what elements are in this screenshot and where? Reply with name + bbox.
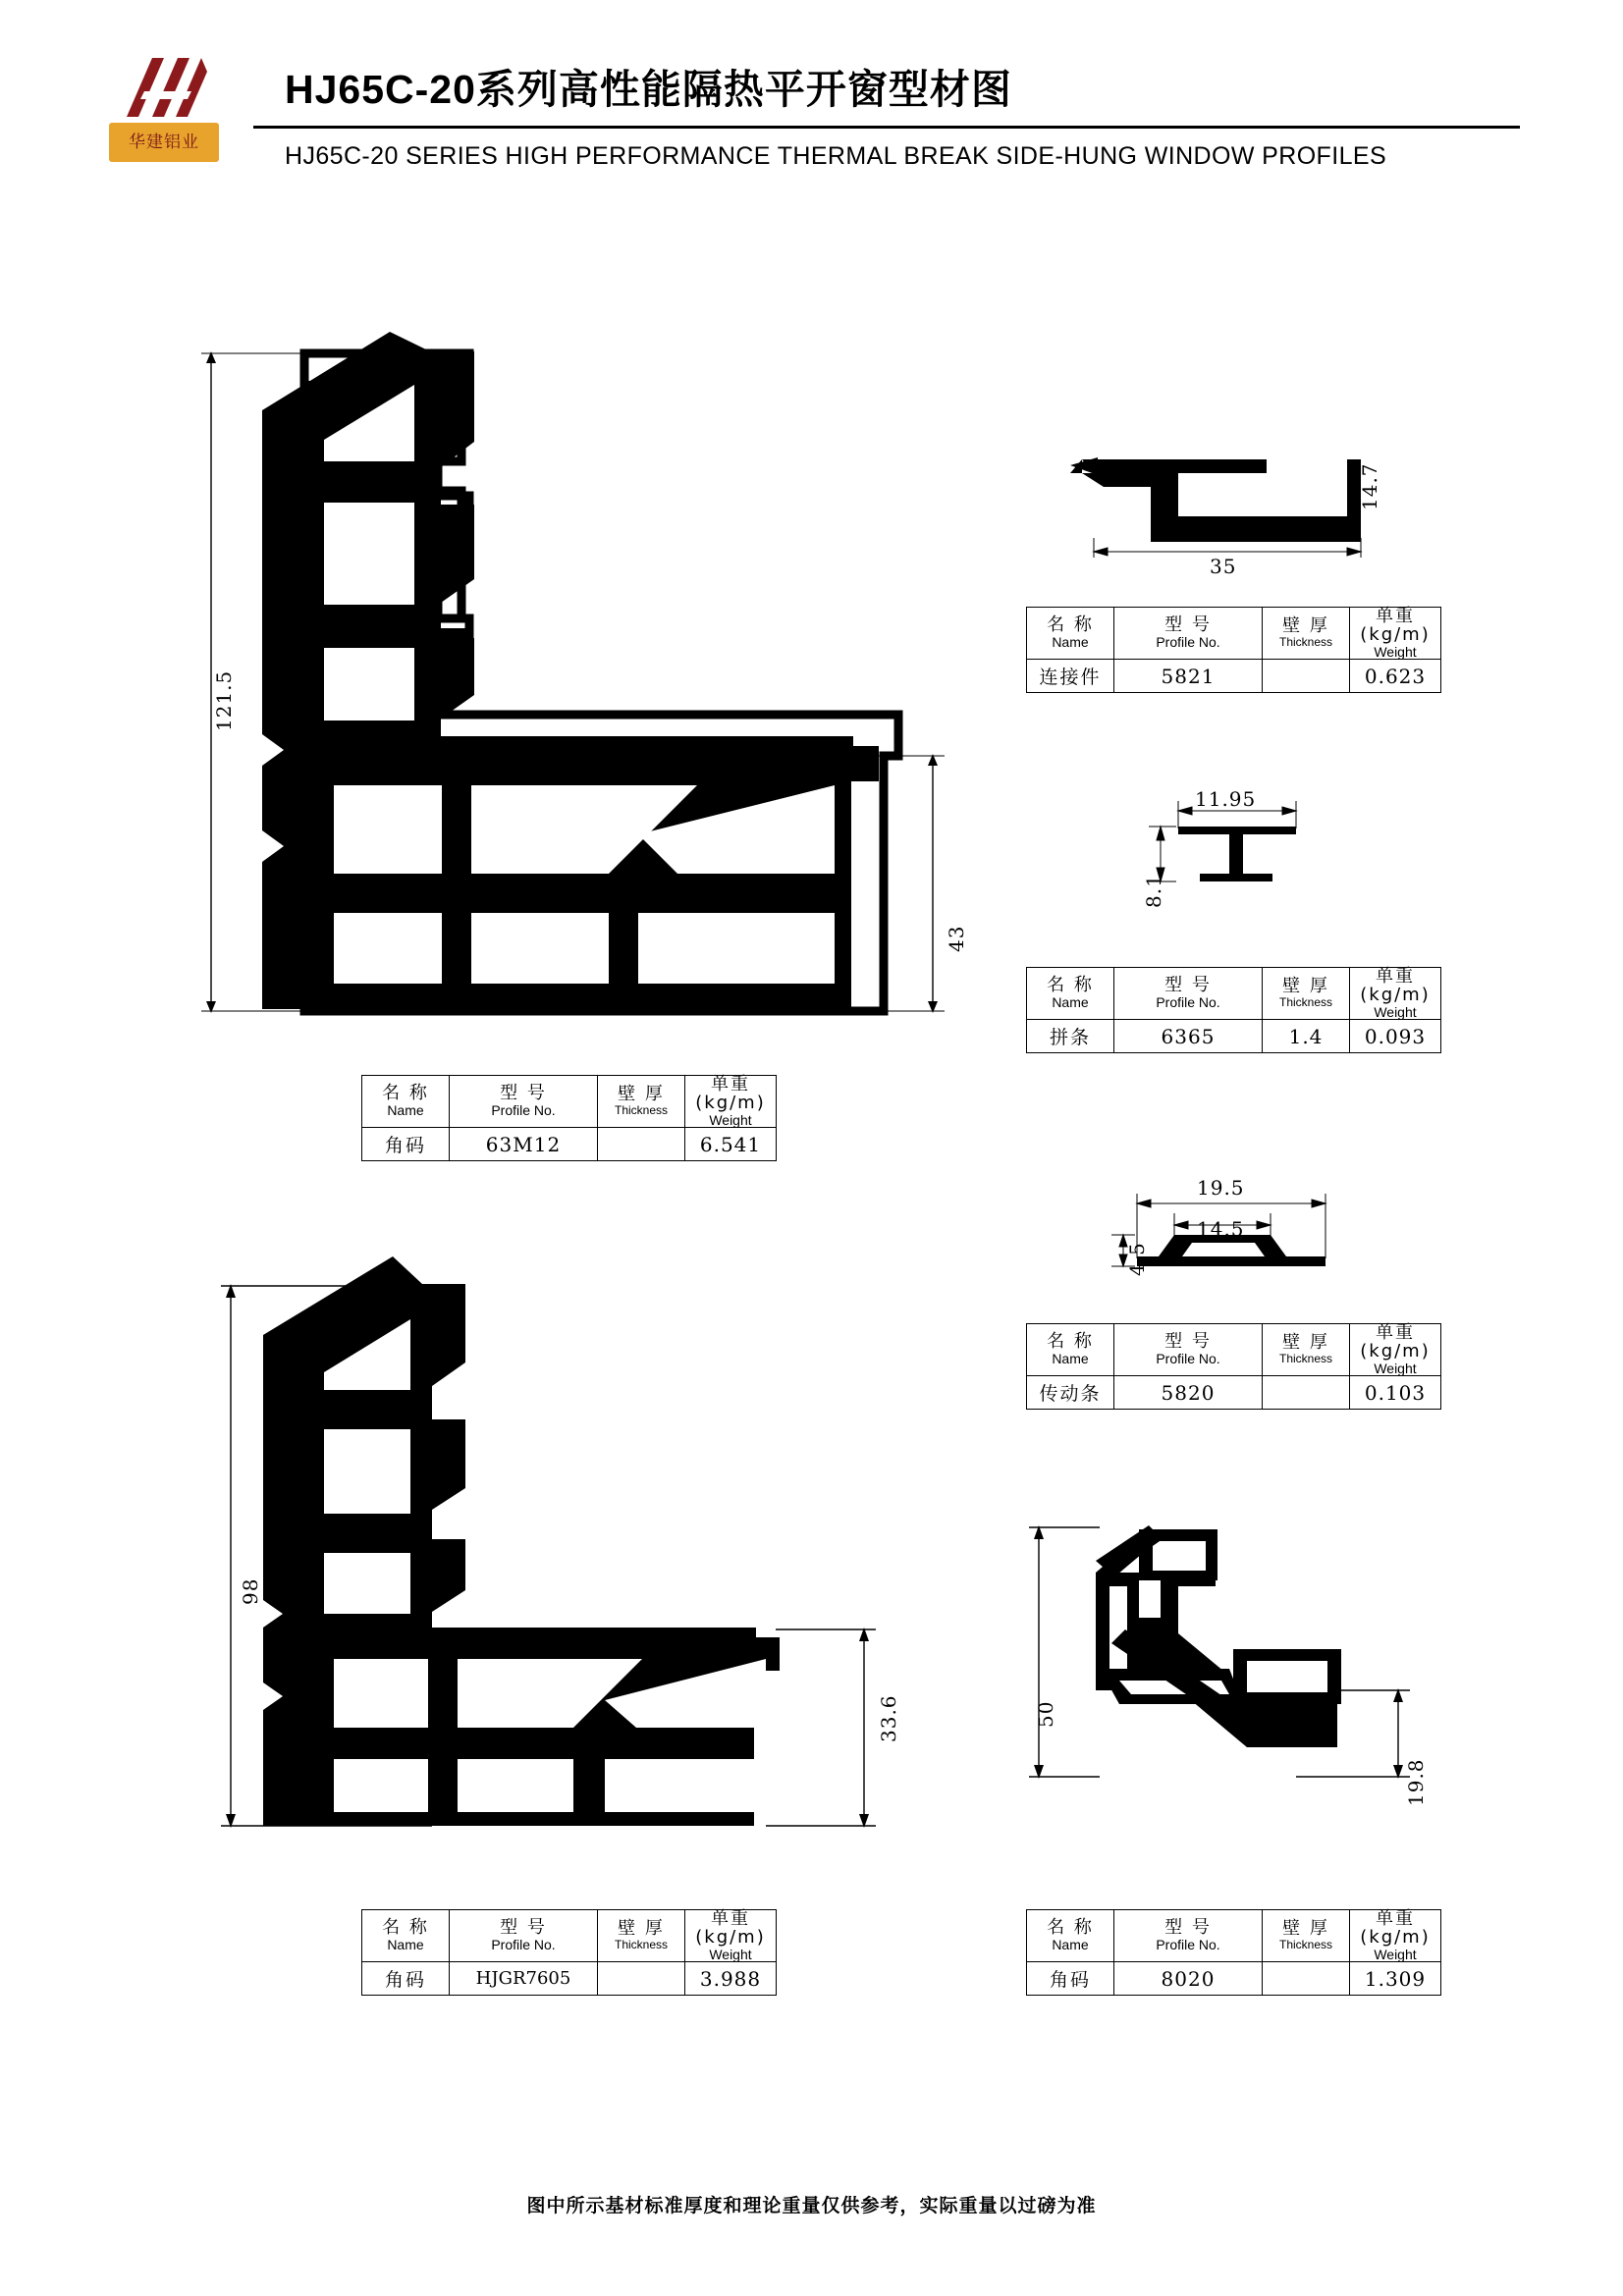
title-divider bbox=[253, 126, 1520, 129]
table-row bbox=[1027, 660, 1441, 693]
footer-note: 图中所示基材标准厚度和理论重量仅供参考，实际重量以过磅为准 bbox=[526, 2195, 1097, 2216]
th-name bbox=[1027, 1910, 1114, 1962]
th-name bbox=[362, 1076, 450, 1128]
page-header bbox=[0, 0, 1623, 211]
th-weight-en: Weight bbox=[1374, 643, 1417, 660]
dim-19_5-label: 19.5 bbox=[1197, 1176, 1245, 1200]
th-thickness-en: Thickness bbox=[614, 1938, 669, 1952]
th-weight-en: Weight bbox=[1374, 1003, 1417, 1020]
th-model-en: Profile No. bbox=[1156, 994, 1220, 1011]
th-weight bbox=[1350, 1910, 1441, 1962]
figure-corner-8020 bbox=[1001, 1512, 1463, 1836]
td-model: 5821 bbox=[1114, 660, 1263, 693]
th-thickness bbox=[598, 1910, 685, 1962]
th-name-en: Name bbox=[387, 1102, 424, 1119]
td-model: 63M12 bbox=[450, 1128, 598, 1161]
td-model: 8020 bbox=[1114, 1962, 1263, 1996]
td-weight: 6.541 bbox=[685, 1128, 777, 1161]
th-model-cn: 型 号 bbox=[500, 1917, 547, 1939]
logo-wordmark bbox=[109, 123, 219, 162]
th-name bbox=[1027, 1324, 1114, 1376]
th-name-cn: 名 称 bbox=[1047, 1331, 1094, 1353]
th-weight-en: Weight bbox=[1374, 1360, 1417, 1376]
spec-table-8020 bbox=[1026, 1909, 1441, 1996]
th-weight bbox=[1350, 1324, 1441, 1376]
td-thickness: 1.4 bbox=[1263, 1020, 1350, 1053]
th-model-cn: 型 号 bbox=[500, 1083, 547, 1104]
td-thickness bbox=[598, 1128, 685, 1161]
th-model-en: Profile No. bbox=[491, 1937, 556, 1953]
td-name: 连接件 bbox=[1027, 660, 1114, 693]
th-model bbox=[450, 1910, 598, 1962]
th-weight bbox=[1350, 608, 1441, 660]
th-model bbox=[1114, 1910, 1263, 1962]
th-model-en: Profile No. bbox=[1156, 634, 1220, 651]
table-row bbox=[362, 1128, 777, 1161]
th-thickness bbox=[1263, 608, 1350, 660]
td-thickness bbox=[1263, 1376, 1350, 1410]
table-row bbox=[362, 1962, 777, 1996]
dim-43-label: 43 bbox=[945, 925, 968, 952]
th-weight bbox=[1350, 968, 1441, 1020]
th-model bbox=[1114, 1324, 1263, 1376]
th-thickness-cn: 壁 厚 bbox=[618, 1084, 665, 1105]
th-model-cn: 型 号 bbox=[1164, 975, 1212, 996]
td-name: 拼条 bbox=[1027, 1020, 1114, 1053]
th-thickness-cn: 壁 厚 bbox=[1282, 976, 1329, 997]
spec-table-63M12 bbox=[361, 1075, 777, 1161]
th-name-en: Name bbox=[387, 1937, 424, 1953]
td-model: HJGR7605 bbox=[450, 1962, 598, 1996]
th-weight-cn: 单重(kg/m) bbox=[695, 1908, 766, 1948]
th-weight-cn: 单重(kg/m) bbox=[1360, 1908, 1431, 1948]
td-thickness bbox=[598, 1962, 685, 1996]
dim-98-label: 98 bbox=[239, 1577, 262, 1605]
logo-wordmark-text: 华建铝业 bbox=[129, 133, 199, 152]
dim-4_5-label: 4.5 bbox=[1125, 1242, 1149, 1276]
th-model-en: Profile No. bbox=[1156, 1351, 1220, 1367]
th-model-en: Profile No. bbox=[491, 1102, 556, 1119]
th-name-cn: 名 称 bbox=[1047, 614, 1094, 636]
th-model bbox=[450, 1076, 598, 1128]
spec-table-5821 bbox=[1026, 607, 1441, 693]
th-model-cn: 型 号 bbox=[1164, 1917, 1212, 1939]
th-name bbox=[362, 1910, 450, 1962]
td-weight: 0.093 bbox=[1350, 1020, 1441, 1053]
td-weight: 0.623 bbox=[1350, 660, 1441, 693]
th-model-en: Profile No. bbox=[1156, 1937, 1220, 1953]
page-title-series: HJ65C-20 bbox=[285, 67, 476, 112]
table-row bbox=[1027, 1020, 1441, 1053]
th-name bbox=[1027, 968, 1114, 1020]
th-thickness-cn: 壁 厚 bbox=[618, 1918, 665, 1940]
th-name-en: Name bbox=[1052, 634, 1089, 651]
figure-corner-HJGR7605 bbox=[177, 1256, 982, 1895]
th-thickness-cn: 壁 厚 bbox=[1282, 1332, 1329, 1354]
th-thickness-en: Thickness bbox=[614, 1103, 669, 1118]
dim-14_7-label: 14.7 bbox=[1358, 462, 1381, 510]
th-weight-cn: 单重(kg/m) bbox=[1360, 606, 1431, 645]
company-logo bbox=[103, 54, 226, 167]
td-thickness bbox=[1263, 1962, 1350, 1996]
th-weight-en: Weight bbox=[1374, 1946, 1417, 1962]
td-thickness bbox=[1263, 660, 1350, 693]
th-thickness-en: Thickness bbox=[1278, 1352, 1333, 1366]
th-weight bbox=[685, 1910, 777, 1962]
td-name: 传动条 bbox=[1027, 1376, 1114, 1410]
dim-33_6-label: 33.6 bbox=[877, 1694, 900, 1742]
th-weight-cn: 单重(kg/m) bbox=[695, 1074, 766, 1113]
td-weight: 3.988 bbox=[685, 1962, 777, 1996]
th-name-en: Name bbox=[1052, 1937, 1089, 1953]
dim-19_8-label: 19.8 bbox=[1404, 1758, 1428, 1806]
table-row bbox=[1027, 1962, 1441, 1996]
td-name: 角码 bbox=[362, 1128, 450, 1161]
spec-table-6365 bbox=[1026, 967, 1441, 1053]
th-thickness bbox=[1263, 1910, 1350, 1962]
th-name-cn: 名 称 bbox=[382, 1917, 429, 1939]
td-model: 5820 bbox=[1114, 1376, 1263, 1410]
spec-table-HJGR7605 bbox=[361, 1909, 777, 1996]
th-thickness-en: Thickness bbox=[1278, 1938, 1333, 1952]
th-name bbox=[1027, 608, 1114, 660]
th-thickness bbox=[598, 1076, 685, 1128]
th-weight-en: Weight bbox=[709, 1111, 752, 1128]
th-weight-cn: 单重(kg/m) bbox=[1360, 966, 1431, 1005]
td-name: 角码 bbox=[1027, 1962, 1114, 1996]
dim-35-label: 35 bbox=[1210, 555, 1237, 578]
page-title-en: HJ65C-20 SERIES HIGH PERFORMANCE THERMAL BREAK SIDE-HUNG WINDOW PROFILES bbox=[285, 142, 1387, 170]
th-thickness bbox=[1263, 968, 1350, 1020]
th-name-en: Name bbox=[1052, 994, 1089, 1011]
td-weight: 0.103 bbox=[1350, 1376, 1441, 1410]
figure-connector-5821 bbox=[1070, 432, 1384, 569]
logo-mark-icon bbox=[119, 54, 209, 121]
th-weight-cn: 单重(kg/m) bbox=[1360, 1322, 1431, 1362]
spec-table-5820 bbox=[1026, 1323, 1441, 1410]
dim-11_95-label: 11.95 bbox=[1195, 787, 1257, 811]
th-thickness-cn: 壁 厚 bbox=[1282, 1918, 1329, 1940]
dim-8_1-label: 8.1 bbox=[1142, 874, 1165, 908]
th-name-cn: 名 称 bbox=[1047, 975, 1094, 996]
th-model-cn: 型 号 bbox=[1164, 1331, 1212, 1353]
th-thickness-en: Thickness bbox=[1278, 635, 1333, 650]
th-thickness bbox=[1263, 1324, 1350, 1376]
page-title-cn-text: 系列高性能隔热平开窗型材图 bbox=[475, 66, 1012, 113]
td-weight: 1.309 bbox=[1350, 1962, 1441, 1996]
th-name-cn: 名 称 bbox=[382, 1083, 429, 1104]
td-model: 6365 bbox=[1114, 1020, 1263, 1053]
dim-121_5-label: 121.5 bbox=[212, 669, 236, 731]
th-weight-en: Weight bbox=[709, 1946, 752, 1962]
th-thickness-en: Thickness bbox=[1278, 995, 1333, 1010]
table-row bbox=[1027, 1376, 1441, 1410]
th-thickness-cn: 壁 厚 bbox=[1282, 615, 1329, 637]
dim-14_5-label: 14.5 bbox=[1197, 1217, 1245, 1241]
figure-corner-63M12 bbox=[147, 324, 1011, 1070]
th-weight bbox=[685, 1076, 777, 1128]
th-name-cn: 名 称 bbox=[1047, 1917, 1094, 1939]
th-model-cn: 型 号 bbox=[1164, 614, 1212, 636]
th-model bbox=[1114, 968, 1263, 1020]
td-name: 角码 bbox=[362, 1962, 450, 1996]
page-title-cn bbox=[285, 57, 1532, 115]
th-name-en: Name bbox=[1052, 1351, 1089, 1367]
dim-50-label: 50 bbox=[1034, 1700, 1057, 1728]
th-model bbox=[1114, 608, 1263, 660]
